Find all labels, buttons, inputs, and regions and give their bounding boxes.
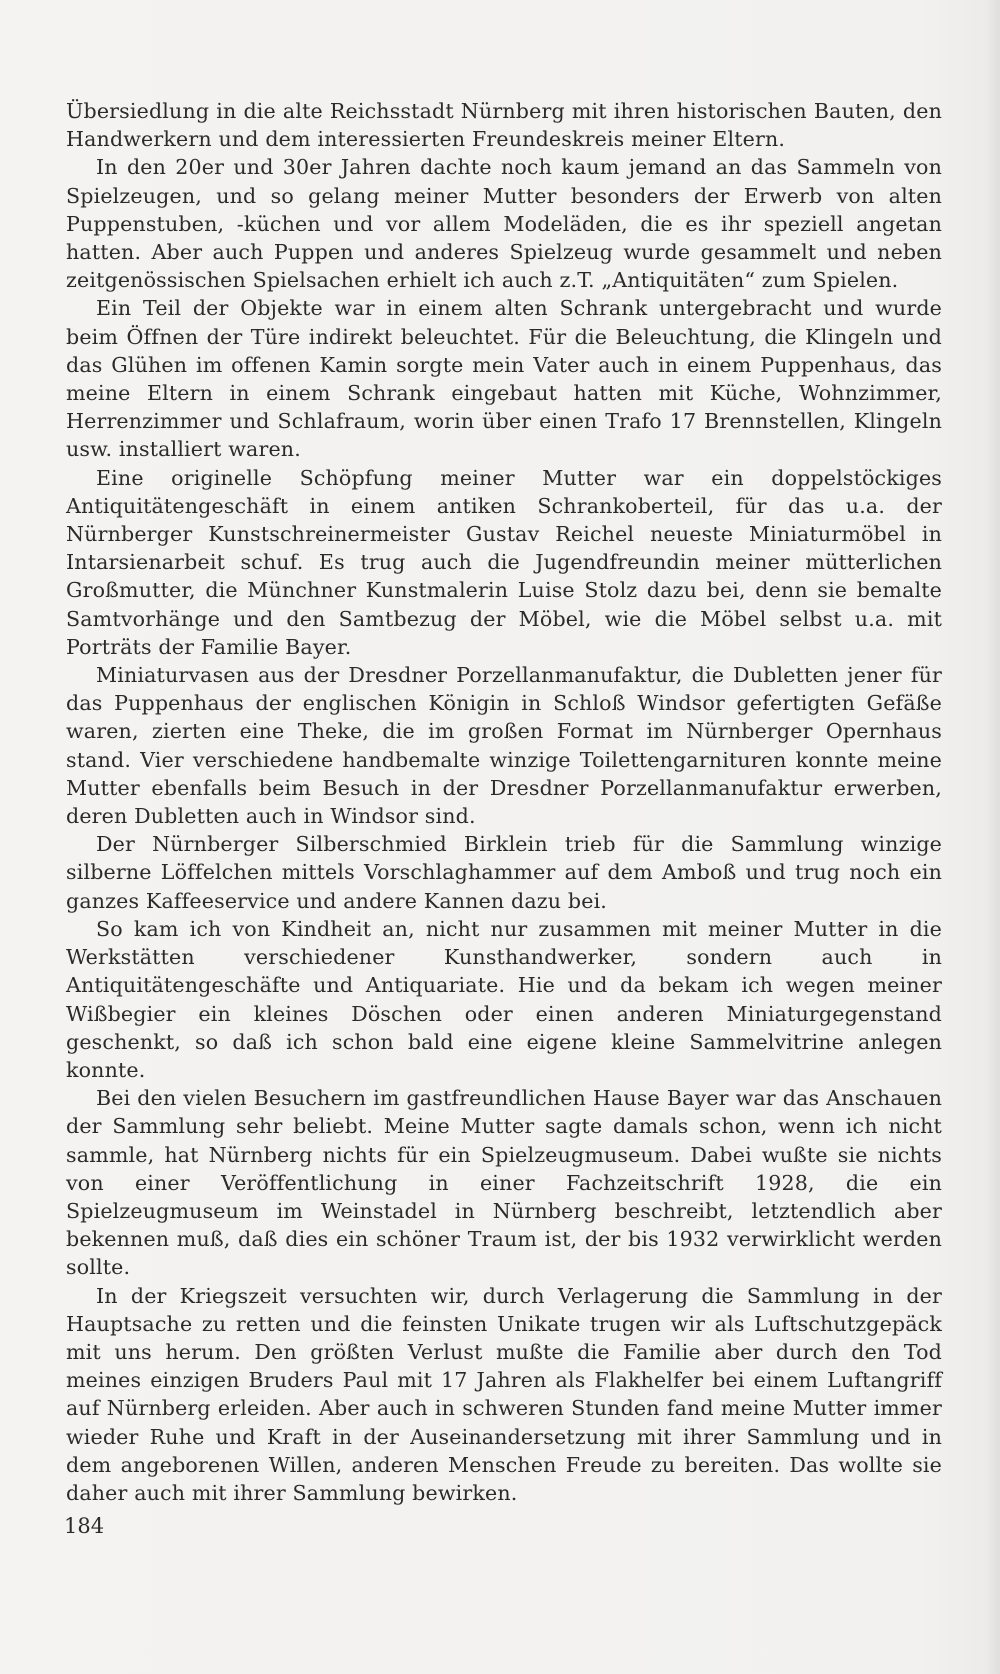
paragraph-2: In den 20er und 30er Jahren dachte noch kaum jemand an das Sammeln von Spielzeugen, und so gelang meiner Mutter besonders der Erwerb von alten Puppenstuben, -küchen und vor allem Modeläden, die es ihr speziell angetan hatten. Aber auch Puppen und anderes Spielzeug wurde gesammelt und neben zeitgenössischen Spielsachen erhielt ich auch z.T. „Antiquitäten“ zum Spielen. (66, 155, 942, 293)
page-number: 184 (64, 1514, 105, 1538)
paragraph-5: Miniaturvasen aus der Dresdner Porzellanmanufaktur, die Dubletten jener für das Puppenhaus der englischen Königin in Schloß Windsor gefertigten Gefäße waren, zierten eine Theke, die im großen Format im Nürnberger Opernhaus stand. Vier verschiedene handbemalte winzige Toilettengarnituren konnte meine Mutter ebenfalls beim Besuch in der Dresdner Porzellanmanufaktur erwerben, deren Dubletten auch in Windsor sind. (66, 663, 942, 829)
paragraph-3: Ein Teil der Objekte war in einem alten Schrank untergebracht und wurde beim Öffnen der Türe indirekt beleuchtet. Für die Beleuchtung, die Klingeln und das Glühen im offenen Kamin sorgte mein Vater auch in einem Puppenhaus, das meine Eltern in einem Schrank eingebaut hatten mit Küche, Wohnzimmer, Herrenzimmer und Schlafraum, worin über einen Trafo 17 Brennstellen, Klingeln usw. installiert waren. (66, 296, 942, 462)
body-text (66, 97, 942, 1507)
page-edge-shadow (986, 0, 1000, 1674)
paragraph-6: Der Nürnberger Silberschmied Birklein trieb für die Sammlung winzige silberne Löffelchen mittels Vorschlaghammer auf dem Amboß und trug noch ein ganzes Kaffeeservice und andere Kannen dazu bei. (66, 832, 942, 913)
paragraph-1: Übersiedlung in die alte Reichsstadt Nürnberg mit ihren historischen Bauten, den Handwerkern und dem interessierten Freundeskreis meiner Eltern. (66, 99, 942, 152)
paragraph-9: In der Kriegszeit versuchten wir, durch Verlagerung die Sammlung in der Hauptsache zu retten und die feinsten Unikate trugen wir als Luftschutzgepäck mit uns herum. Den größten Verlust mußte die Familie aber durch den Tod meines einzigen Bruders Paul mit 17 Jahren als Flakhelfer bei einem Luftangriff auf Nürnberg erleiden. Aber auch in schweren Stunden fand meine Mutter immer wieder Ruhe und Kraft in der Auseinandersetzung mit ihrer Sammlung und in dem angeborenen Willen, anderen Menschen Freude zu bereiten. Das wollte sie daher auch mit ihrer Sammlung bewirken. (66, 1283, 942, 1505)
paragraph-4: Eine originelle Schöpfung meiner Mutter war ein doppelstöckiges Antiquitätengeschäft in einem antiken Schrankoberteil, für das u.a. der Nürnberger Kunstschreinermeister Gustav Reichel neueste Miniaturmöbel in Intarsienarbeit schuf. Es trug auch die Jugendfreundin meiner mütterlichen Großmutter, die Münchner Kunstmalerin Luise Stolz dazu bei, denn sie bemalte Samtvorhänge und den Samtbezug der Möbel, wie die Möbel selbst u.a. mit Porträts der Familie Bayer. (66, 465, 942, 659)
paragraph-8: Bei den vielen Besuchern im gastfreundlichen Hause Bayer war das Anschauen der Sammlung sehr beliebt. Meine Mutter sagte damals schon, wenn ich nicht sammle, hat Nürnberg nichts für ein Spielzeugmuseum. Dabei wußte sie nichts von einer Veröffentlichung in einer Fachzeitschrift 1928, die ein Spielzeugmuseum im Weinstadel in Nürnberg beschreibt, letztendlich aber bekennen muß, daß dies ein schöner Traum ist, der bis 1932 verwirklicht werden sollte. (66, 1086, 942, 1280)
paragraph-7: So kam ich von Kindheit an, nicht nur zusammen mit meiner Mutter in die Werkstätten verschiedener Kunsthandwerker, sondern auch in Antiquitätengeschäfte und Antiquariate. Hie und da bekam ich wegen meiner Wißbegier ein kleines Döschen oder einen anderen Miniaturgegenstand geschenkt, so daß ich schon bald eine eigene kleine Sammelvitrine anlegen konnte. (66, 916, 942, 1082)
